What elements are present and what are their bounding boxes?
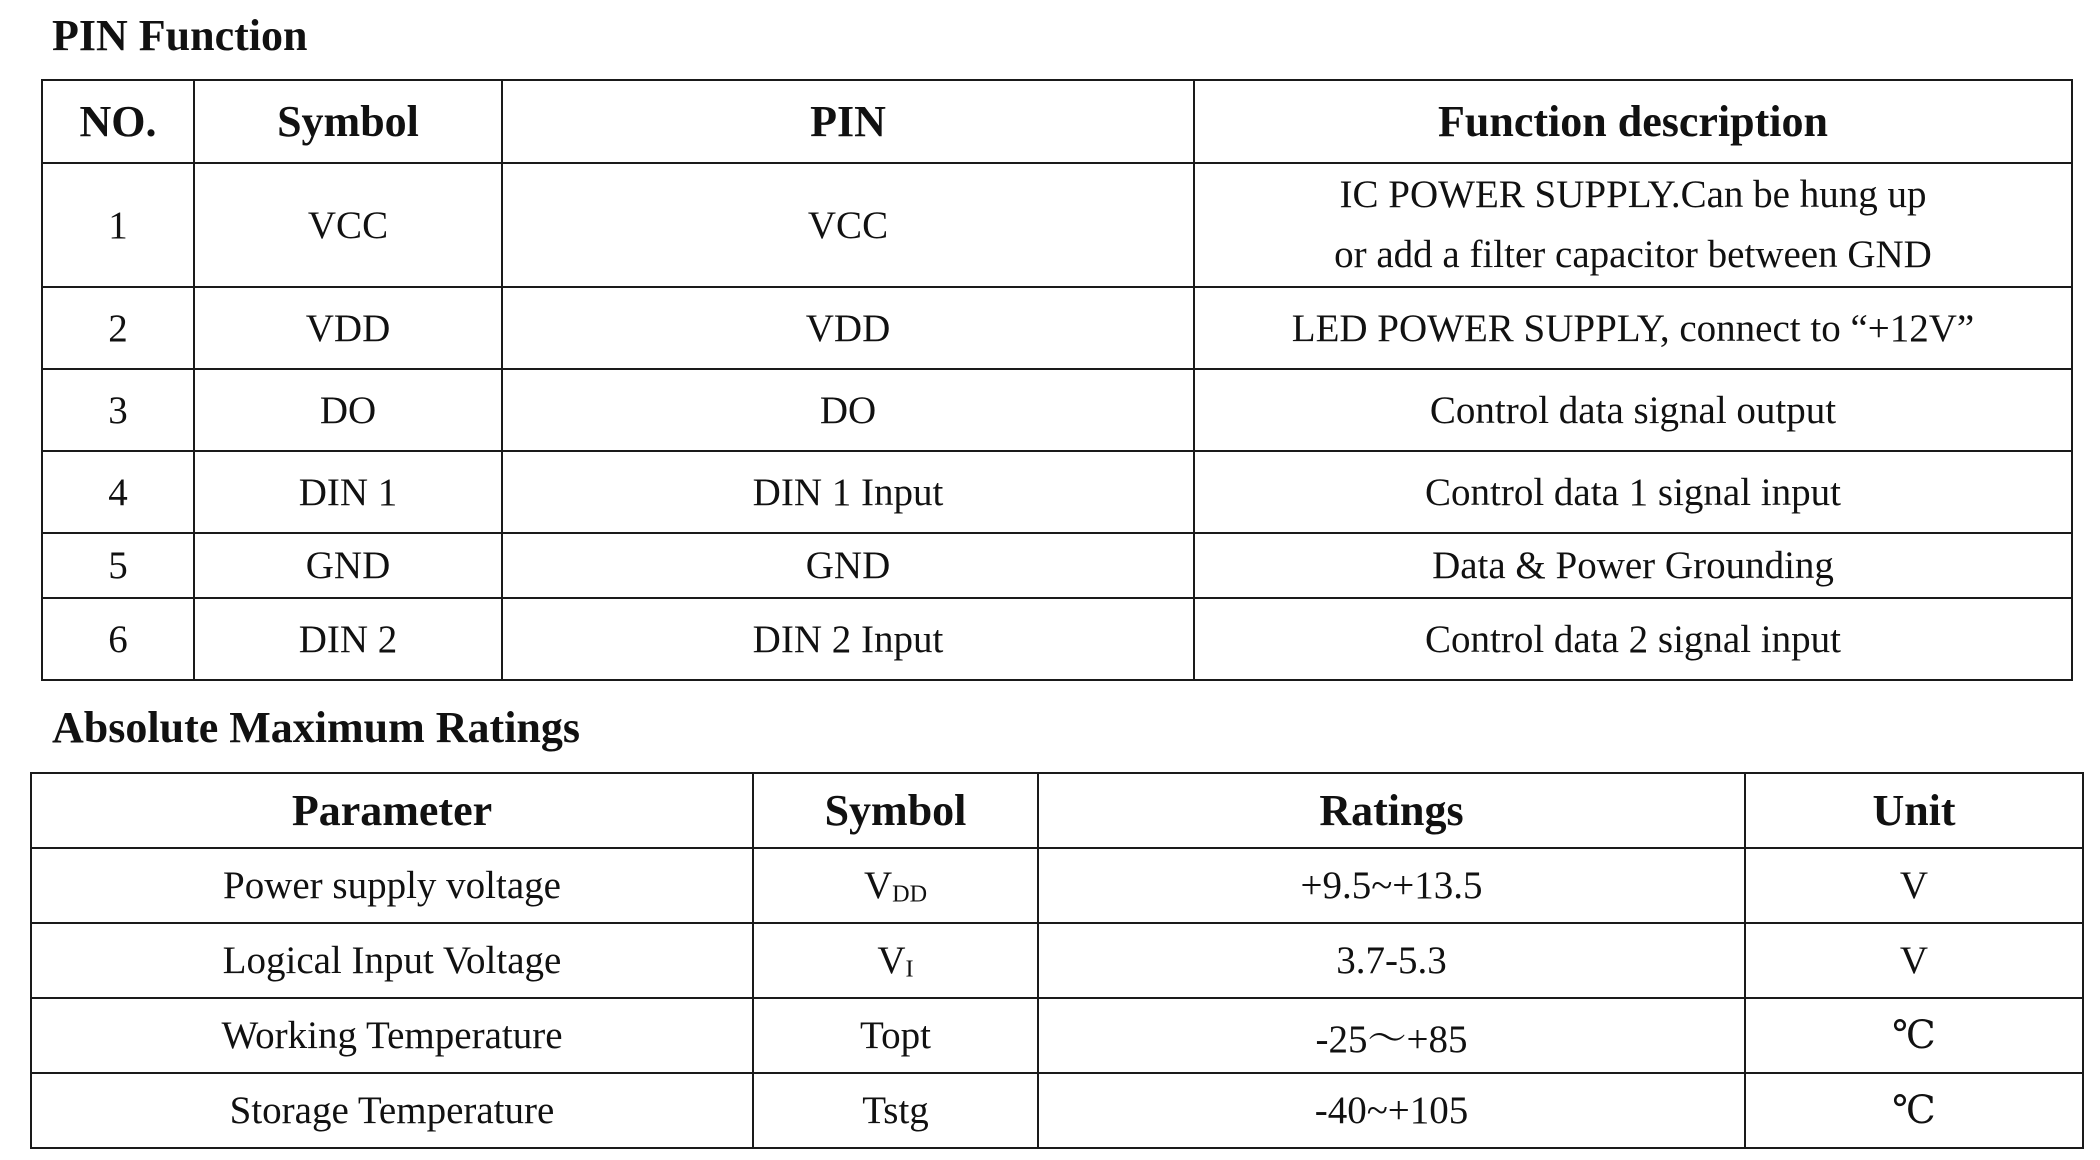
symbol-main: V: [877, 938, 906, 982]
table-row: [31, 998, 2083, 1073]
cell-pin: DO: [502, 369, 1194, 451]
table-row: [31, 1073, 2083, 1148]
pin-function-table: [41, 79, 2073, 681]
table-row: [42, 163, 2072, 287]
cell-symbol: VCC: [194, 163, 502, 287]
cell-pin: VCC: [502, 163, 1194, 287]
cell-no: 6: [42, 598, 194, 680]
cell-parameter: Storage Temperature: [31, 1073, 753, 1148]
cell-unit: ℃: [1745, 1073, 2083, 1148]
table-row: [42, 598, 2072, 680]
header-pin: PIN: [502, 80, 1194, 163]
description-line-2: or add a filter capacitor between GND: [1334, 233, 1932, 276]
cell-pin: VDD: [502, 287, 1194, 369]
cell-ratings: 3.7-5.3: [1038, 923, 1745, 998]
cell-unit: ℃: [1745, 998, 2083, 1073]
pin-function-title: PIN Function: [52, 11, 308, 60]
cell-symbol: [753, 923, 1038, 998]
cell-no: 3: [42, 369, 194, 451]
cell-ratings: -25～+85: [1038, 998, 1745, 1073]
cell-ratings: +9.5~+13.5: [1038, 848, 1745, 923]
cell-symbol: [753, 1073, 1038, 1148]
description-line-1: IC POWER SUPPLY.Can be hung up: [1339, 172, 1927, 216]
cell-no: 5: [42, 533, 194, 598]
table-row: [42, 287, 2072, 369]
absolute-maximum-ratings-title: Absolute Maximum Ratings: [52, 703, 581, 752]
cell-description: [1194, 163, 2072, 287]
cell-pin: DIN 2 Input: [502, 598, 1194, 680]
symbol-main: V: [863, 863, 893, 907]
header-ratings: Ratings: [1038, 773, 1745, 848]
cell-unit: V: [1745, 923, 2083, 998]
cell-symbol: DO: [194, 369, 502, 451]
cell-parameter: Working Temperature: [31, 998, 753, 1073]
cell-pin: GND: [502, 533, 1194, 598]
cell-description: Control data 1 signal input: [1194, 451, 2072, 533]
table-row: [31, 848, 2083, 923]
cell-no: 1: [42, 163, 194, 287]
header-unit: Unit: [1745, 773, 2083, 848]
header-symbol: Symbol: [753, 773, 1038, 848]
symbol-main: Tstg: [862, 1089, 929, 1132]
cell-no: 2: [42, 287, 194, 369]
table-row: [42, 451, 2072, 533]
table-row: [42, 369, 2072, 451]
table-header-row: [42, 80, 2072, 163]
cell-parameter: Power supply voltage: [31, 848, 753, 923]
cell-unit: V: [1745, 848, 2083, 923]
header-symbol: Symbol: [194, 80, 502, 163]
cell-description: Control data 2 signal input: [1194, 598, 2072, 680]
table-header-row: [31, 773, 2083, 848]
cell-symbol: DIN 1: [194, 451, 502, 533]
header-description: Function description: [1194, 80, 2072, 163]
cell-ratings: -40~+105: [1038, 1073, 1745, 1148]
table-row: [42, 533, 2072, 598]
cell-description: Control data signal output: [1194, 369, 2072, 451]
symbol-main: Topt: [860, 1014, 931, 1057]
cell-parameter: Logical Input Voltage: [31, 923, 753, 998]
cell-symbol: [753, 998, 1038, 1073]
symbol-subscript: DD: [892, 880, 928, 908]
header-no: NO.: [42, 80, 194, 163]
cell-description: LED POWER SUPPLY, connect to “+12V”: [1194, 287, 2072, 369]
cell-pin: DIN 1 Input: [502, 451, 1194, 533]
cell-symbol: DIN 2: [194, 598, 502, 680]
header-parameter: Parameter: [31, 773, 753, 848]
cell-symbol: VDD: [194, 287, 502, 369]
cell-no: 4: [42, 451, 194, 533]
cell-symbol: GND: [194, 533, 502, 598]
cell-symbol: [753, 848, 1038, 923]
cell-description: Data & Power Grounding: [1194, 533, 2072, 598]
table-row: [31, 923, 2083, 998]
absolute-maximum-ratings-table: [30, 772, 2084, 1149]
symbol-subscript: I: [905, 955, 914, 983]
